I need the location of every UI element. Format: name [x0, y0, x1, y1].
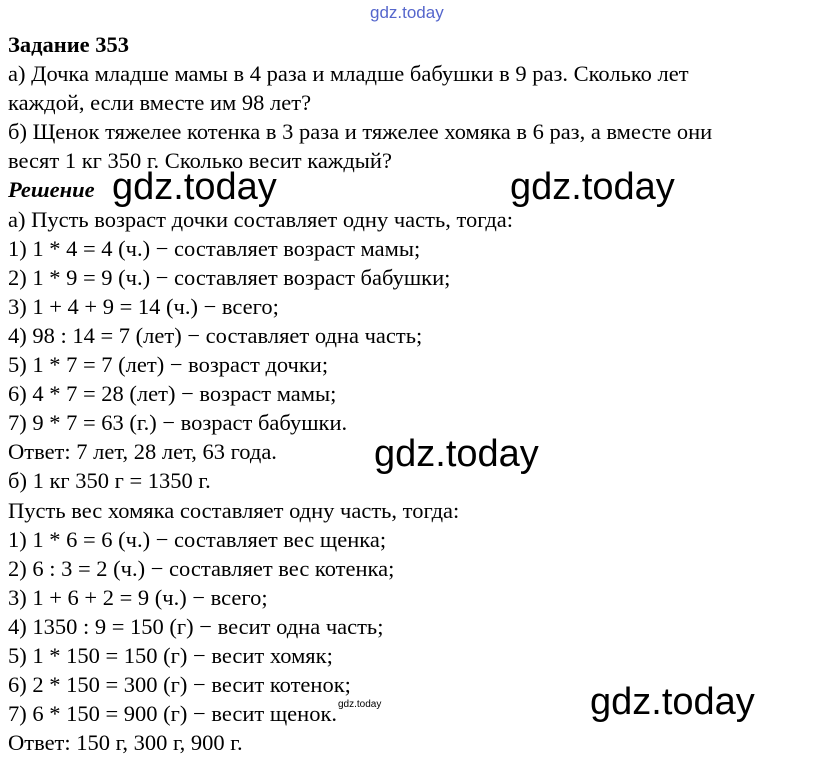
solution-a-step: 1) 1 * 4 = 4 (ч.) − составляет возраст мамы; [8, 235, 421, 261]
problem-a-line: а) Дочка младше мамы в 4 раза и младше бабушки в 9 раз. Сколько лет [8, 61, 689, 87]
solution-b-step: 6) 2 * 150 = 300 (г) − весит котенок; [8, 672, 351, 698]
solution-b-step: 1) 1 * 6 = 6 (ч.) − составляет вес щенка; [8, 526, 387, 552]
solution-a-step: 2) 1 * 9 = 9 (ч.) − составляет возраст бабушки; [8, 264, 451, 290]
watermark-small: gdz.today [338, 699, 382, 710]
solution-b-step: 3) 1 + 6 + 2 = 9 (ч.) − всего; [8, 584, 268, 610]
watermark: gdz.today [590, 681, 755, 723]
solution-a-step: 3) 1 + 4 + 9 = 14 (ч.) − всего; [8, 293, 279, 319]
problem-b-line: б) Щенок тяжелее котенка в 3 раза и тяжелее хомяка в 6 раз, а вместе они [8, 119, 713, 145]
watermark: gdz.today [112, 166, 277, 208]
problem-a-line: каждой, если вместе им 98 лет? [8, 90, 312, 116]
solution-a-step: 4) 98 : 14 = 7 (лет) − составляет одна часть; [8, 322, 423, 348]
solution-b-step: 7) 6 * 150 = 900 (г) − весит щенок. [8, 701, 338, 727]
solution-b-step: 5) 1 * 150 = 150 (г) − весит хомяк; [8, 642, 333, 668]
solution-b-step: 2) 6 : 3 = 2 (ч.) − составляет вес котенка; [8, 555, 395, 581]
solution-a-step: 6) 4 * 7 = 28 (лет) − возраст мамы; [8, 381, 337, 407]
solution-a-line: а) Пусть возраст дочки составляет одну часть, тогда: [8, 206, 514, 232]
answer-a: Ответ: 7 лет, 28 лет, 63 года. [8, 439, 277, 465]
solution-b-step: 4) 1350 : 9 = 150 (г) − весит одна часть; [8, 613, 384, 639]
task-document [8, 30, 820, 757]
solution-a-step: 7) 9 * 7 = 63 (г.) − возраст бабушки. [8, 410, 348, 436]
watermark: gdz.today [510, 166, 675, 208]
watermark-top: gdz.today [370, 3, 444, 22]
solution-label: Решение [8, 177, 95, 203]
task-title: Задание 353 [8, 32, 130, 57]
answer-b: Ответ: 150 г, 300 г, 900 г. [8, 730, 243, 756]
solution-b-line: Пусть вес хомяка составляет одну часть, тогда: [8, 497, 460, 523]
solution-b-line: б) 1 кг 350 г = 1350 г. [8, 468, 211, 494]
problem-b-line: весят 1 кг 350 г. Сколько весит каждый? [8, 148, 392, 174]
watermark: gdz.today [374, 433, 539, 475]
solution-a-step: 5) 1 * 7 = 7 (лет) − возраст дочки; [8, 352, 329, 378]
